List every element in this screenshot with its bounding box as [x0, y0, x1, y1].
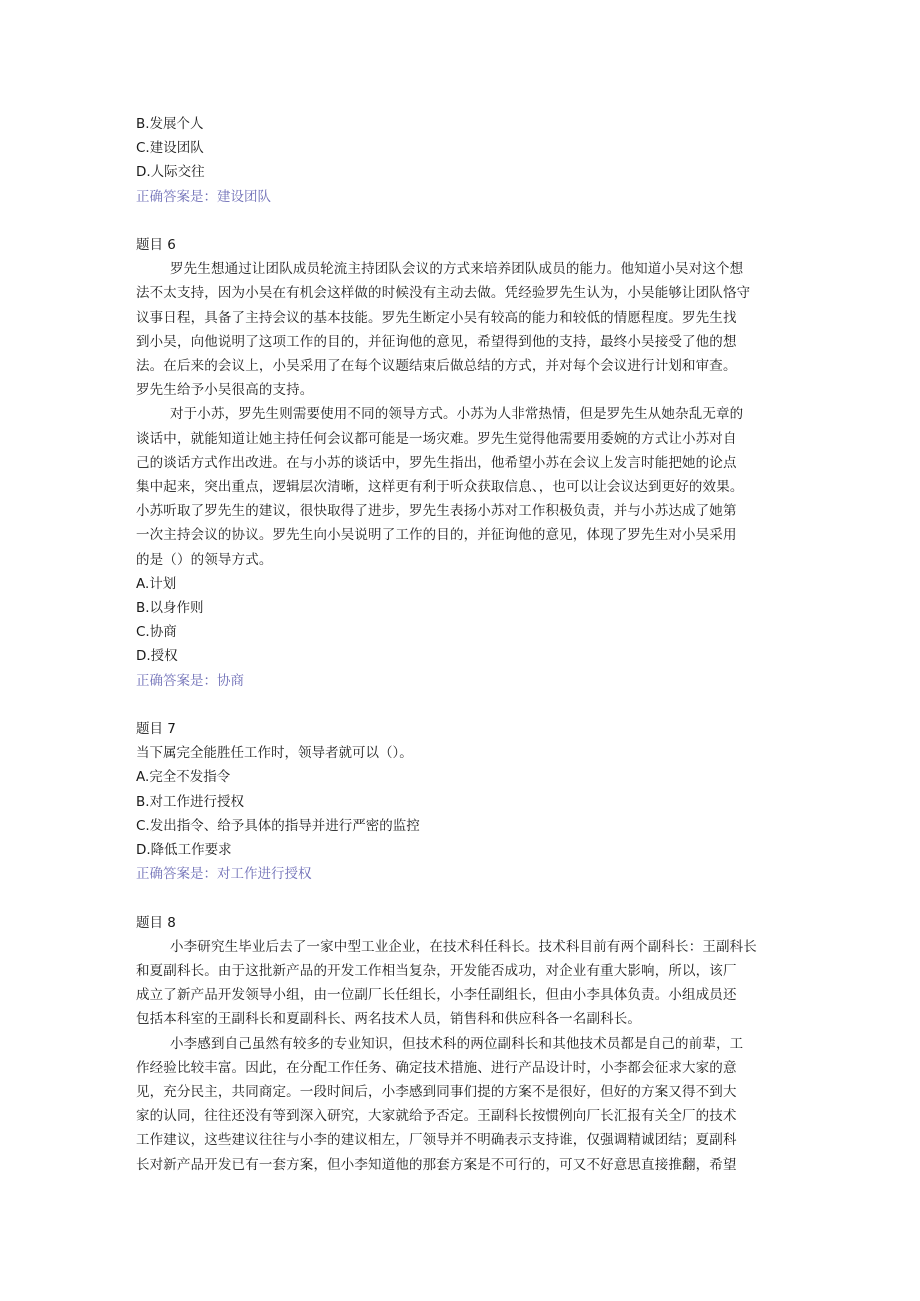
text-line: 小李研究生毕业后去了一家中型工业企业，在技术科任科长。技术科目前有两个副科长：王副科长: [170, 938, 757, 955]
question-8-paragraph-2: [136, 1032, 786, 1177]
text-line: 谈话中，就能知道让她主持任何会议都可能是一场灾难。罗先生觉得他需要用委婉的方式让小苏对自: [136, 430, 737, 447]
text-line: 作经验比较丰富。因此，在分配工作任务、确定技术措施、进行产品设计时，小李都会征求大家的意: [136, 1059, 737, 1076]
question-6-paragraph-2: [136, 402, 786, 571]
text-line: 长对新产品开发已有一套方案，但小李知道他的那套方案是不可行的，可又不好意思直接推翻，希望: [136, 1156, 737, 1173]
question-6-options: [136, 572, 786, 669]
text-line: 一次主持会议的协议。罗先生向小吴说明了工作的目的，并征询他的意见，体现了罗先生对小吴采用: [136, 527, 737, 544]
option-b: B.以身作则: [136, 600, 204, 617]
text-line: 己的谈话方式作出改进。在与小苏的谈话中，罗先生指出，他希望小苏在会议上发言时能把她的论点: [136, 454, 737, 471]
text-line: 对于小苏，罗先生则需要使用不同的领导方式。小苏为人非常热情，但是罗先生从她杂乱无章的: [170, 406, 744, 423]
question-text: 当下属完全能胜任工作时，领导者就可以（）。: [136, 745, 413, 762]
question-8-paragraph-1: [136, 935, 786, 1032]
text-line: 包括本科室的王副科长和夏副科长、两名技术人员，销售科和供应科各一名副科长。: [136, 1011, 642, 1028]
text-line: 罗先生想通过让团队成员轮流主持团队会议的方式来培养团队成员的能力。他知道小吴对这个想: [170, 261, 744, 278]
option-a: A.完全不发指令: [136, 769, 231, 786]
text-line: 小苏听取了罗先生的建议，很快取得了进步，罗先生表扬小苏对工作积极负责，并与小苏达成了她第: [136, 503, 737, 520]
option-d: D.人际交往: [136, 164, 205, 181]
option-d: D.降低工作要求: [136, 842, 232, 859]
question-7-options: [136, 765, 786, 862]
option-c: C.协商: [136, 624, 177, 641]
option-b: B.发展个人: [136, 116, 204, 132]
correct-answer: 正确答案是：建设团队: [136, 188, 271, 205]
text-line: 的是（）的领导方式。: [136, 551, 273, 568]
question-title: 题目 7: [136, 721, 176, 738]
text-line: 到小吴，向他说明了这项工作的目的，并征询他的意见，希望得到他的支持，最终小吴接受了他的想: [136, 333, 737, 350]
text-line: 和夏副科长。由于这批新产品的开发工作相当复杂，开发能否成功，对企业有重大影响，所以，该厂: [136, 963, 737, 980]
question-title: 题目 6: [136, 237, 176, 253]
option-b: B.对工作进行授权: [136, 793, 245, 810]
text-line: 法不太支持，因为小吴在有机会这样做的时候没有主动去做。凭经验罗先生认为，小吴能够让团队恪守: [136, 285, 751, 302]
option-d: D.授权: [136, 648, 178, 665]
text-line: 集中起来，突出重点，逻辑层次清晰，这样更有利于听众获取信息、，也可以让会议达到更好的效果。: [136, 479, 744, 496]
text-line: 议事日程，具备了主持会议的基本技能。罗先生断定小吴有较高的能力和较低的情愿程度。罗先生找: [136, 309, 737, 326]
text-line: 成立了新产品开发领导小组，由一位副厂长任组长，小李任副组长，但由小李具体负责。小组成员还: [136, 987, 737, 1004]
option-c: C.建设团队: [136, 140, 204, 157]
text-line: 法。在后来的会议上，小吴采用了在每个议题结束后做总结的方式，并对每个会议进行计划和审查。: [136, 358, 737, 375]
option-c: C.发出指令、给予具体的指导并进行严密的监控: [136, 817, 420, 834]
question-title: 题目 8: [136, 914, 176, 931]
question-6-paragraph-1: [136, 257, 786, 402]
question-5-options: [136, 112, 786, 185]
correct-answer: 正确答案是：对工作进行授权: [136, 866, 312, 883]
text-line: 罗先生给予小吴很高的支持。: [136, 382, 314, 399]
document-page: [136, 112, 786, 1177]
text-line: 见，充分民主，共同商定。一段时间后，小李感到同事们提的方案不是很好，但好的方案又得不到大: [136, 1084, 737, 1101]
correct-answer: 正确答案是：协商: [136, 672, 244, 689]
option-a: A.计划: [136, 575, 177, 592]
text-line: 小李感到自己虽然有较多的专业知识，但技术科的两位副科长和其他技术员都是自己的前辈，工: [170, 1035, 744, 1052]
text-line: 工作建议，这些建议往往与小李的建议相左，厂领导并不明确表示支持谁，仅强调精诚团结；夏副科: [136, 1132, 737, 1149]
text-line: 家的认同，往往还没有等到深入研究，大家就给予否定。王副科长按惯例向厂长汇报有关全厂的技术: [136, 1108, 737, 1125]
